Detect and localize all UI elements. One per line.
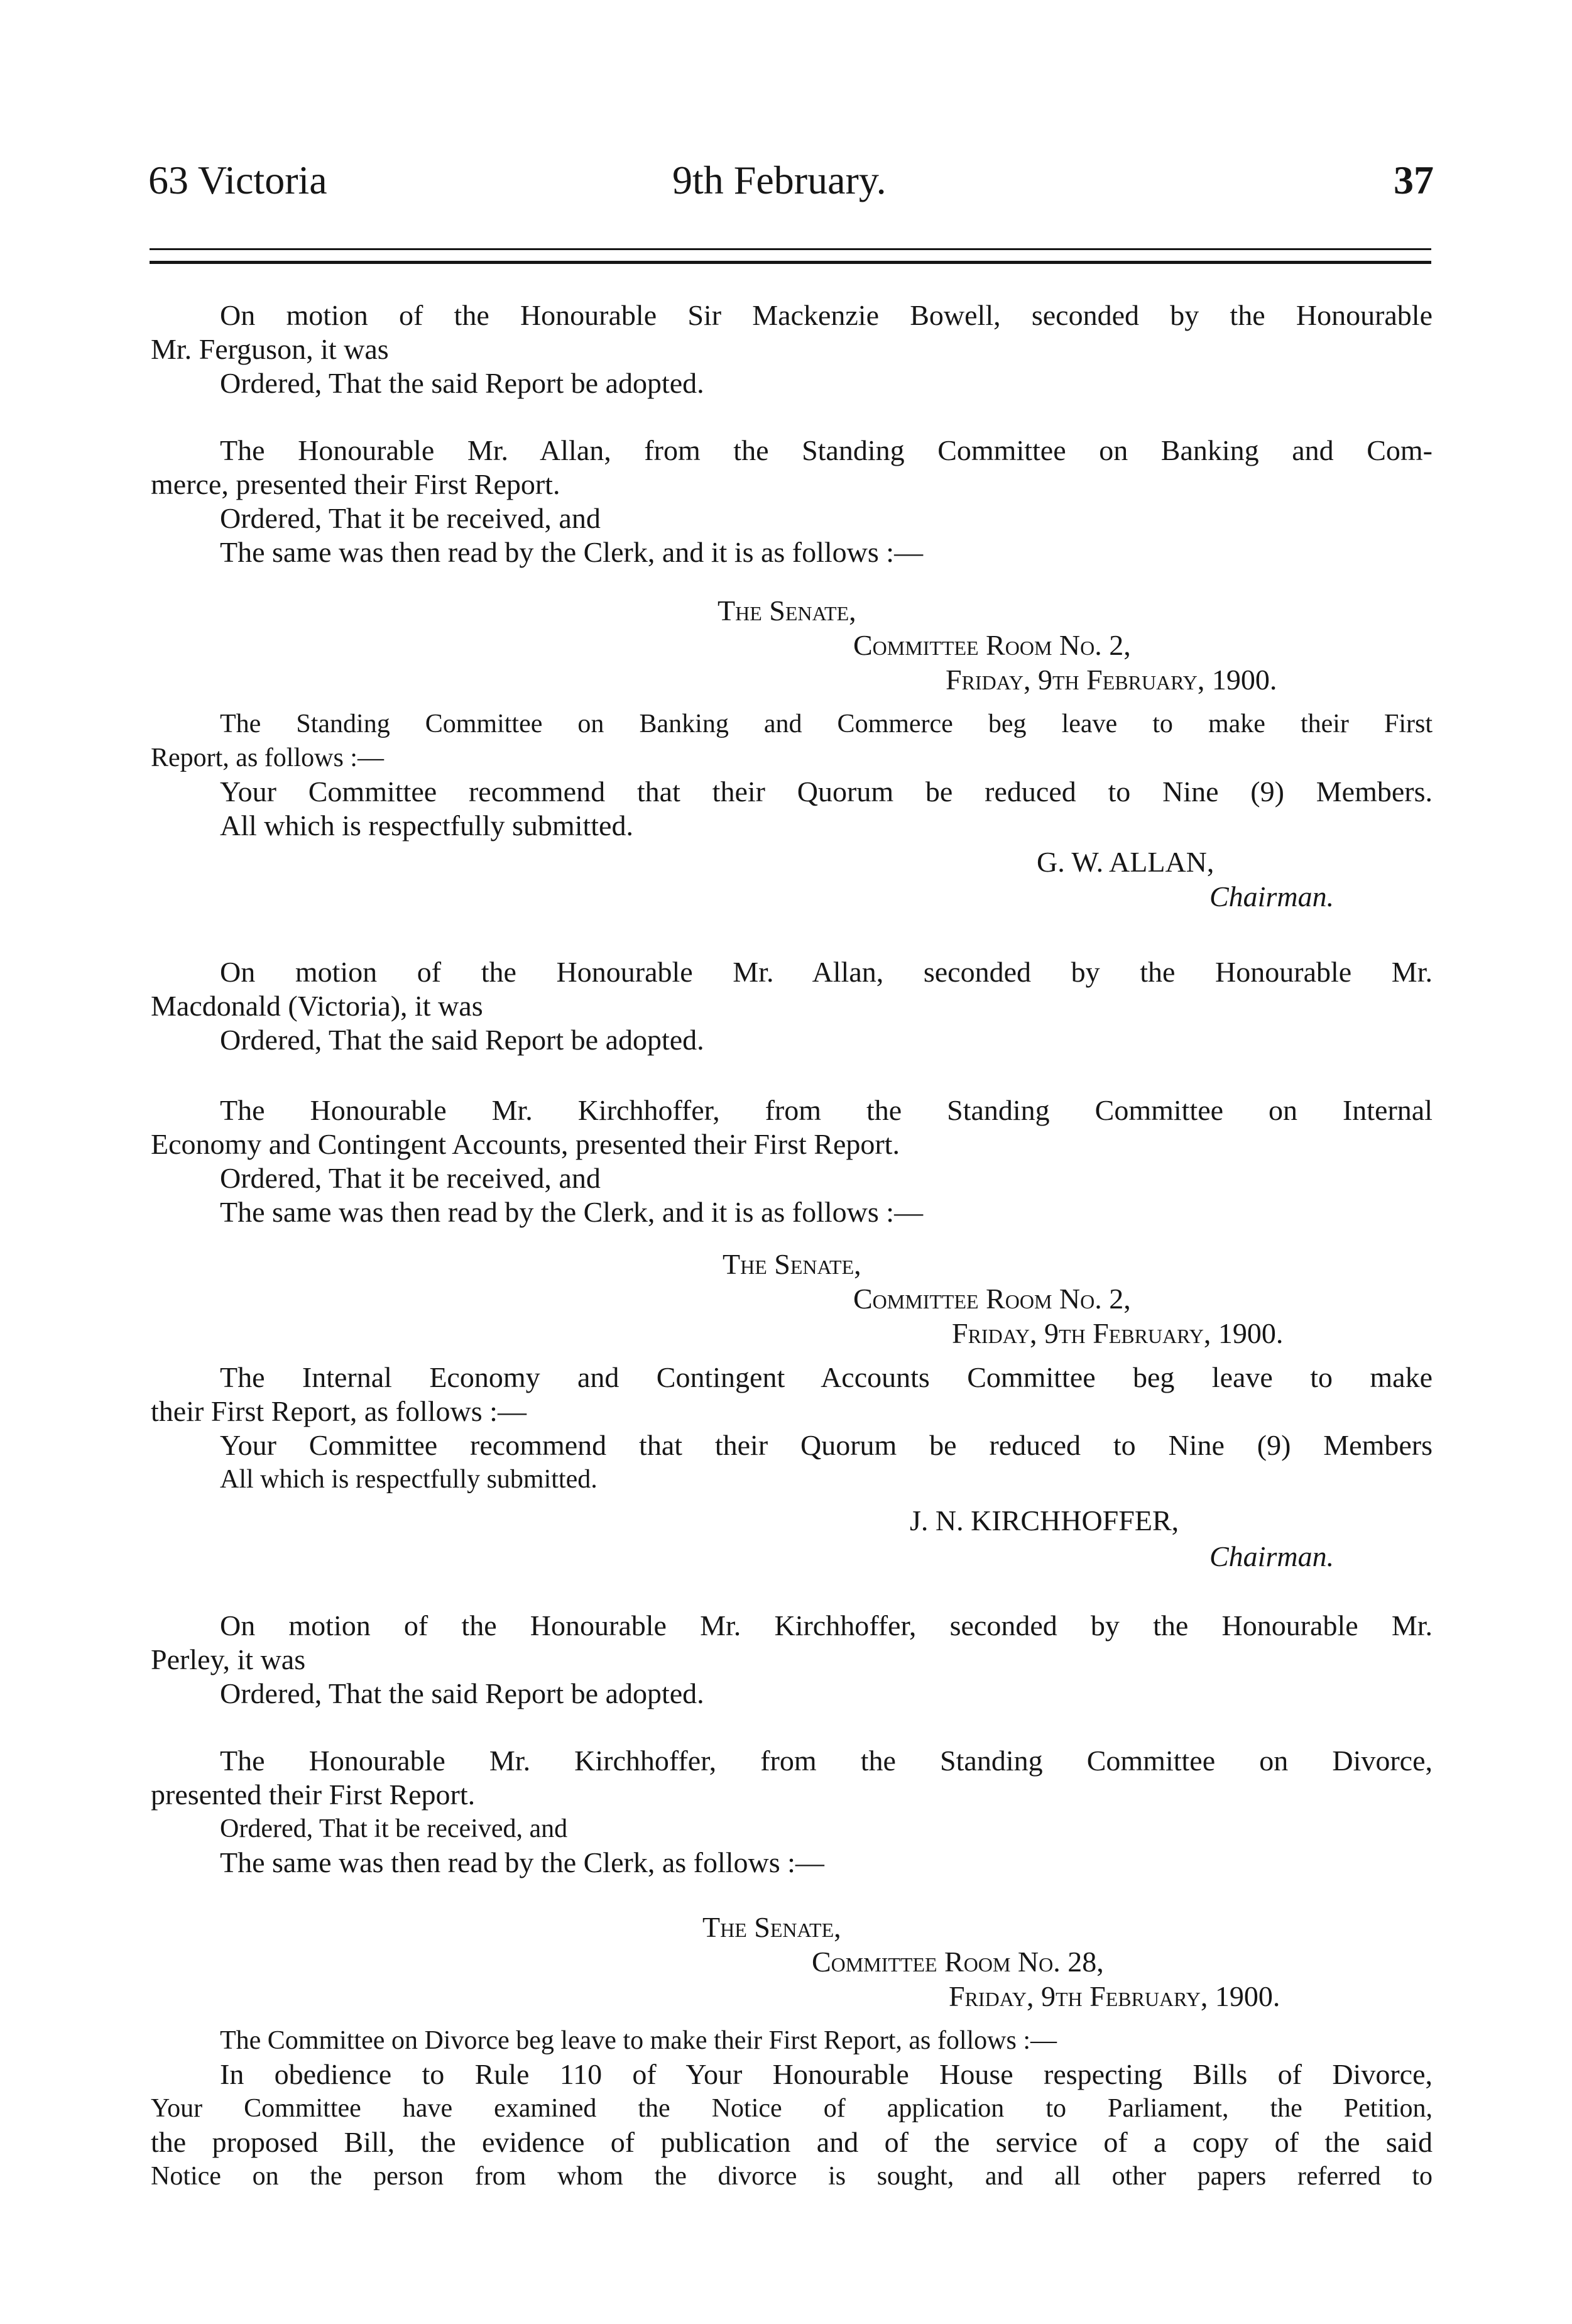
text-line: Ordered, That the said Report be adopted. xyxy=(220,1677,704,1709)
text-line: The same was then read by the Clerk, and it is as follows :— xyxy=(220,536,924,568)
motion-paragraph-2 xyxy=(151,955,1433,1057)
report-heading-date: Friday, 9th February, 1900. xyxy=(952,1317,1284,1349)
text-line: Economy and Contingent Accounts, presented their First Report. xyxy=(151,1128,900,1160)
text-line: Your Committee recommend that their Quorum be reduced to Nine (9) Members. xyxy=(220,776,1433,808)
text-line: The same was then read by the Clerk, and it is as follows :— xyxy=(220,1196,924,1228)
signature-title: Chairman. xyxy=(1209,1540,1335,1572)
text-line: presented their First Report. xyxy=(151,1779,476,1811)
signature-title: Chairman. xyxy=(1209,880,1335,913)
text-line: Ordered, That it be received, and xyxy=(220,1162,601,1194)
signature-name: J. N. KIRCHHOFFER, xyxy=(910,1505,1179,1537)
report-presentation-paragraph-2 xyxy=(151,1093,1433,1229)
report-heading-senate: The Senate, xyxy=(718,595,856,627)
text-line: Mr. Ferguson, it was xyxy=(151,333,389,365)
text-line: The Committee on Divorce beg leave to make their First Report, as follows :— xyxy=(220,2026,1057,2055)
report-heading-room: Committee Room No. 28, xyxy=(812,1946,1104,1978)
text-line: The same was then read by the Clerk, as follows :— xyxy=(220,1846,824,1878)
text-line: On motion of the Honourable Mr. Allan, seconded by the Honourable Mr. xyxy=(220,956,1433,988)
text-line: Ordered, That the said Report be adopted. xyxy=(220,367,704,399)
text-line: In obedience to Rule 110 of Your Honourable House respecting Bills of Divorce, xyxy=(220,2058,1433,2090)
text-line: Notice on the person from whom the divorce is sought, and all other papers referred to xyxy=(151,2162,1433,2191)
report-body-2 xyxy=(151,1361,1433,1496)
text-line: All which is respectfully submitted. xyxy=(220,809,633,841)
report-heading-room: Committee Room No. 2, xyxy=(853,629,1131,661)
running-header-left: 63 Victoria xyxy=(148,158,327,202)
report-heading-senate: The Senate, xyxy=(702,1911,841,1943)
motion-paragraph-3 xyxy=(151,1609,1433,1711)
text-line: Ordered, That it be received, and xyxy=(220,1814,568,1843)
text-line: On motion of the Honourable Sir Mackenzie Bowell, seconded by the Honourable xyxy=(220,299,1433,331)
report-presentation-paragraph-1 xyxy=(151,434,1433,569)
text-line: On motion of the Honourable Mr. Kirchhoffer, seconded by the Honourable Mr. xyxy=(220,1609,1433,1642)
header-rule-thick xyxy=(150,261,1431,264)
report-heading-room: Committee Room No. 2, xyxy=(853,1283,1131,1315)
report-heading-date: Friday, 9th February, 1900. xyxy=(949,1980,1280,2012)
text-line: The Standing Committee on Banking and Commerce beg leave to make their First xyxy=(220,710,1433,738)
text-line: the proposed Bill, the evidence of publication and of the service of a copy of the said xyxy=(151,2126,1433,2158)
header-rule-thin xyxy=(150,248,1431,250)
report-presentation-paragraph-3 xyxy=(151,1744,1433,1880)
page-number: 37 xyxy=(1394,158,1434,202)
text-line: Report, as follows :— xyxy=(151,743,384,772)
text-line: Your Committee recommend that their Quorum be reduced to Nine (9) Members xyxy=(220,1429,1433,1461)
text-line: Ordered, That it be received, and xyxy=(220,502,601,534)
text-line: Perley, it was xyxy=(151,1643,306,1675)
report-body-1 xyxy=(151,707,1433,843)
text-line: The Honourable Mr. Kirchhoffer, from the Standing Committee on Internal xyxy=(220,1094,1433,1126)
text-line: All which is respectfully submitted. xyxy=(220,1465,598,1494)
motion-paragraph-1 xyxy=(151,299,1433,400)
text-line: merce, presented their First Report. xyxy=(151,468,560,500)
text-line: The Honourable Mr. Allan, from the Standing Committee on Banking and Com- xyxy=(220,434,1433,466)
report-heading-date: Friday, 9th February, 1900. xyxy=(946,664,1277,696)
text-line: The Internal Economy and Contingent Accounts Committee beg leave to make xyxy=(220,1361,1433,1393)
signature-name: G. W. ALLAN, xyxy=(1037,846,1214,878)
text-line: The Honourable Mr. Kirchhoffer, from the Standing Committee on Divorce, xyxy=(220,1745,1433,1777)
text-line: Your Committee have examined the Notice of application to Parliament, the Petition, xyxy=(151,2094,1433,2123)
running-header-date: 9th February. xyxy=(672,158,887,202)
report-heading-senate: The Senate, xyxy=(723,1248,861,1280)
text-line: Macdonald (Victoria), it was xyxy=(151,990,483,1022)
report-body-3 xyxy=(151,2024,1433,2193)
text-line: Ordered, That the said Report be adopted. xyxy=(220,1024,704,1056)
text-line: their First Report, as follows :— xyxy=(151,1395,527,1427)
